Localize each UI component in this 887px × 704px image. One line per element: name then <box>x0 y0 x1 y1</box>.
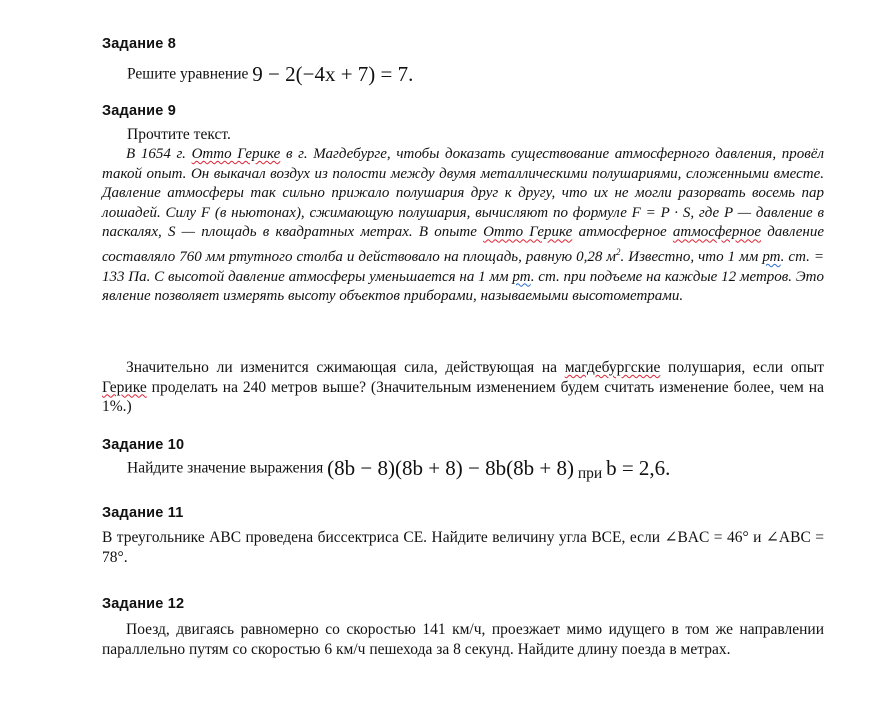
task-9-header: Задание 9 <box>102 103 177 119</box>
task-10-prompt: Найдите значение выражения <box>127 459 324 477</box>
task-12-text: Поезд, двигаясь равномерно со скоростью 141 км/ч, проезжает мимо идущего в том же направлении параллельно путям со скоростью 6 км/ч пешехода за 8 секунд. Найдите длину поезда в метрах. <box>102 621 824 658</box>
task-10-body <box>127 456 670 483</box>
task-10-value: b = 2,6. <box>606 456 671 480</box>
task-11-text: В треугольнике ABC проведена биссектриса CE. Найдите величину угла BCE, если ∠BAC = 46° и ∠ABC = 78°. <box>102 529 824 566</box>
task-8-equation: 9 − 2(−4x + 7) = 7. <box>252 62 414 86</box>
name-otto-guericke: Отто Герике <box>483 224 573 241</box>
task-11-header: Задание 11 <box>102 505 184 521</box>
duplicate-word: атмосферное <box>672 224 761 241</box>
abbr-rt: рт <box>762 248 781 265</box>
name-otto-guericke: Отто Герике <box>191 146 281 162</box>
task-8-body <box>127 62 413 87</box>
task-12-header: Задание 12 <box>102 596 185 612</box>
task-10-when: при <box>577 465 603 483</box>
task-9-intro: Прочтите текст. <box>127 126 231 143</box>
task-10-expression: (8b − 8)(8b + 8) − 8b(8b + 8) <box>327 456 574 480</box>
abbr-rt: рт <box>512 268 531 285</box>
word-guericke: Герике <box>102 378 147 396</box>
task-8-prompt: Решите уравнение <box>127 65 249 83</box>
word-magdeburg: магдебургские <box>564 359 661 376</box>
task-9-text: В 1654 г. Отто Герике в г. Магдебурге, чтобы доказать существование атмосферного давления, провёл такой опыт. Он выкачал воздух из полости между двумя металлическими полушариями, сложенными вместе. Давление атмосферы так сильно прижало полушария друг к другу, что их не могли разорвать восемь пар лошадей. Силу F (в ньютонах), сжимающую полушария, вычисляют по формуле F = P · S, где P — давление в паскалях, S — площадь в квадратных метрах. В опыте Отто Герике атмосферное атмосферное давление составляло 760 мм ртутного столба и действовало на площадь, равную 0,28 $м^2$. Известно, что 1 мм рт. ст. = 133 Па. С высотой давление атмосферы уменьшается на 1 мм рт. ст. при подъеме на каждые 12 метров. Это явление позволяет измерять высоту объектов приборами, называемыми высотометрами. <box>102 146 825 305</box>
task-10-header: Задание 10 <box>102 437 185 453</box>
task-9-question: Значительно ли изменится сжимающая сила, действующая на магдебургские полушария, если опыт Герике проделать на 240 метров выше? (Значительным изменением будем считать изменение более, чем на 1%.) <box>102 359 824 415</box>
task-8-header: Задание 8 <box>102 36 177 52</box>
